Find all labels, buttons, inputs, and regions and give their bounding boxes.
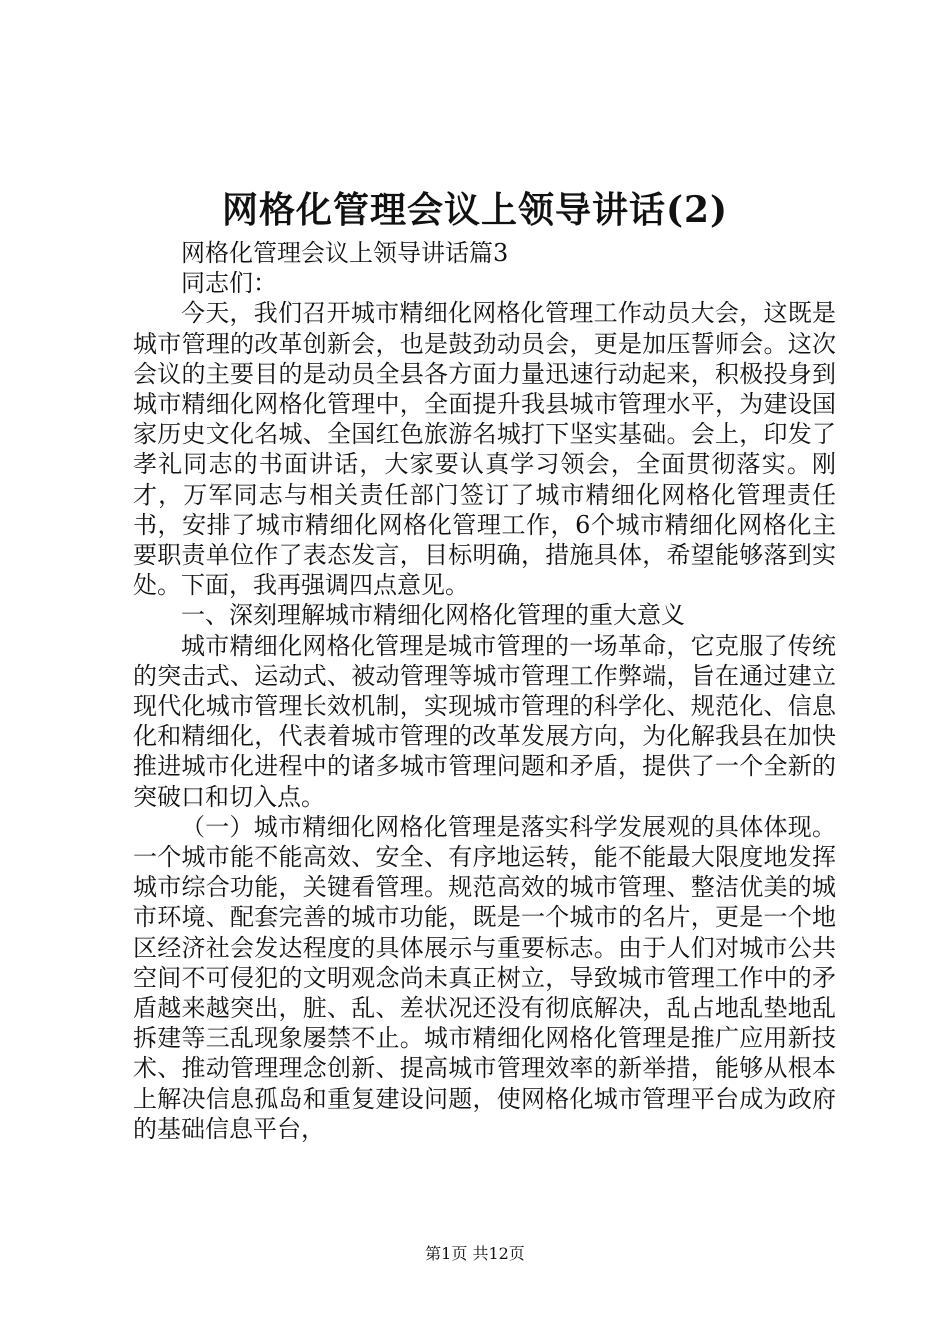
page-footer: 第1页 共12页: [425, 1244, 525, 1263]
section-heading: 一、深刻理解城市精细化网格化管理的重大意义: [181, 601, 685, 630]
body-paragraph: 今天，我们召开城市精细化网格化管理工作动员大会，这既是城市管理的改革创新会，也是鼓劲动员会，更是加压誓师会。这次会议的主要目的是动员全县各方面力量迅速行动起来，积极投身到城市精细化网格化管理中，全面提升我县城市管理水平，为建设国家历史文化名城、全国红色旅游名城打下坚实基础。会上，印发了孝礼同志的书面讲话，大家要认真学习领会，全面贯彻落实。刚才，万军同志与相关责任部门签订了城市精细化网格化管理责任书，安排了城市精细化网格化管理工作，6个城市精细化网格化主要职责单位作了表态发言，目标明确，措施具体，希望能够落到实处。下面，我再强调四点意见。: [133, 299, 836, 600]
salutation-paragraph: 同志们：: [181, 269, 277, 298]
document-body: [133, 238, 836, 1144]
body-paragraph: （一）城市精细化网格化管理是落实科学发展观的具体体现。一个城市能不能高效、安全、有序地运转，能不能最大限度地发挥城市综合功能，关键看管理。规范高效的城市管理、整洁优美的城市环境、配套完善的城市功能，既是一个城市的名片，更是一个地区经济社会发达程度的具体展示与重要标志。由于人们对城市公共空间不可侵犯的文明观念尚未真正树立，导致城市管理工作中的矛盾越来越突出，脏、乱、差状况还没有彻底解决，乱占地乱垫地乱拆建等三乱现象屡禁不止。城市精细化网格化管理是推广应用新技术、推动管理理念创新、提高城市管理效率的新举措，能够从根本上解决信息孤岛和重复建设问题，使网格化城市管理平台成为政府的基础信息平台，: [133, 812, 836, 1143]
subtitle-paragraph: 网格化管理会议上领导讲话篇3: [181, 239, 509, 267]
document-title: 网格化管理会议上领导讲话(2): [221, 189, 729, 231]
body-paragraph: 城市精细化网格化管理是城市管理的一场革命，它克服了传统的突击式、运动式、被动管理等城市管理工作弊端，旨在通过建立现代化城市管理长效机制，实现城市管理的科学化、规范化、信息化和精细化，代表着城市管理的改革发展方向，为化解我县在加快推进城市化进程中的诸多城市管理问题和矛盾，提供了一个全新的突破口和切入点。: [133, 631, 836, 811]
